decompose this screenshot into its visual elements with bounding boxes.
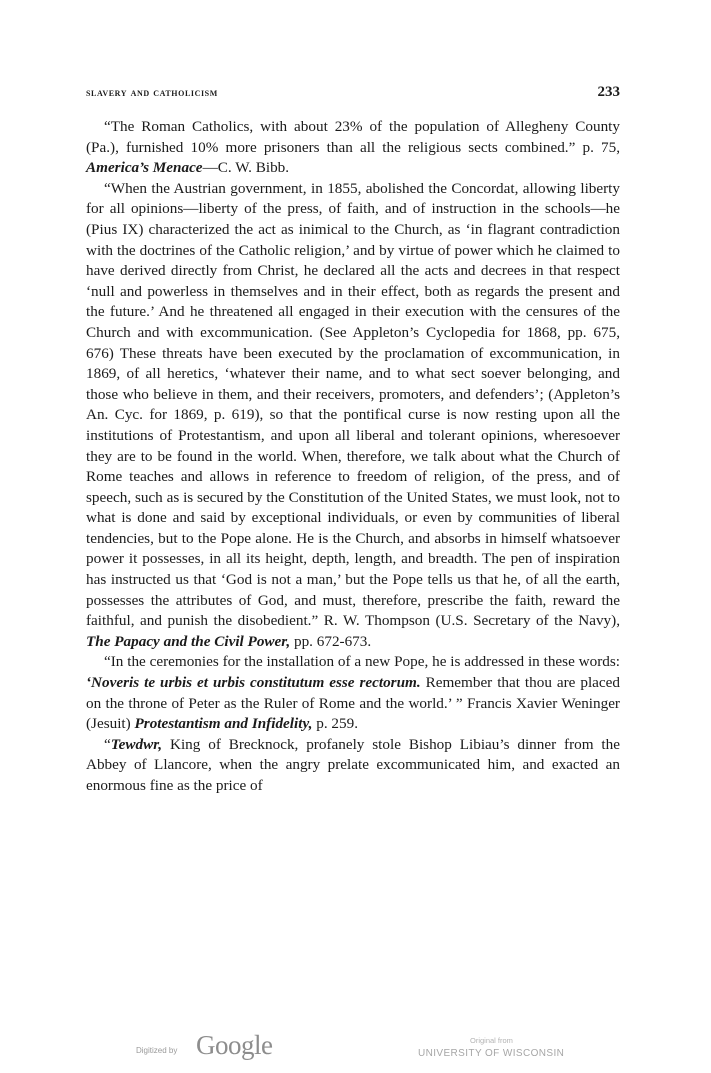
text-segment: —C. W. Bibb. [202, 159, 290, 177]
text-segment: “ [104, 735, 111, 753]
google-logo: Google [196, 1030, 273, 1060]
paragraph-bibb-quote [86, 117, 620, 179]
name-tewdwr: Tewdwr, [110, 735, 163, 753]
digitized-by-label: Digitized by [136, 1046, 178, 1055]
university-label: UNIVERSITY OF WISCONSIN [418, 1048, 565, 1059]
book-title-americas-menace: America’s Menace [86, 159, 203, 177]
latin-phrase: ‘Noveris te urbis et urbis constitutum esse rectorum. [86, 674, 421, 692]
running-head [86, 84, 620, 101]
text-segment: p. 259. [312, 715, 358, 733]
text-segment: “In the ceremonies for the installation of a new Pope, he is addressed in these words: [104, 653, 620, 671]
book-title-protestantism-infidelity: Protestantism and Infidelity, [134, 715, 313, 733]
original-from-label: Original from [470, 1036, 513, 1045]
book-page [86, 84, 620, 797]
page-number: 233 [597, 84, 620, 100]
paragraph-weninger-quote [86, 652, 620, 734]
scan-watermark-footer [0, 1030, 711, 1070]
paragraph-thompson-quote [86, 179, 620, 653]
body-text [86, 117, 620, 797]
text-segment: pp. 672-673. [290, 632, 372, 650]
running-title: slavery and catholicism [86, 87, 218, 99]
text-segment: Remember that thou are placed on the throne of Peter as the Ruler of Rome and the world.’ ” Francis Xavier Weninger (Jesuit) [86, 674, 620, 733]
book-title-papacy-civil-power: The Papacy and the Civil Power, [86, 632, 291, 650]
paragraph-tewdwr [86, 735, 620, 797]
text-segment: “The Roman Catholics, with about 23% of the population of Allegheny County (Pa.), furnished 10% more prisoners than all the religious sects combined.” p. 75, [86, 118, 620, 156]
text-segment: King of Brecknock, profanely stole Bishop Libiau’s dinner from the Abbey of Llancore, when the angry prelate excommunicated him, and exacted an enormous fine as the price of [86, 735, 620, 794]
text-segment: “When the Austrian government, in 1855, abolished the Concordat, allowing liberty for all opinions—liberty of the press, of faith, and of instruction in the schools—he (Pius IX) characterized the act as inimical to the Church, as ‘in flagrant contradiction with the doctrines of the Catholic religion,’ and by virtue of power which he claimed to have derived directly from Christ, he declared all the acts and decrees in that respect ‘null and powerless in themselves and in their effect, both as regards the present and the future.’ And he threatened all engaged in their execution with the censures of the Church and with excommunication. (See Appleton’s Cyclopedia for 1868, pp. 675, 676) These threats have been executed by the proclamation of excommunication, in 1869, of all heretics, ‘whatever their name, and to what sect soever belonging, and those who believe in them, and their receivers, promoters, and defenders’; (Appleton’s An. Cyc. for 1869, p. 619), so that the pontifical curse is now resting upon all the institutions of Protestantism, and upon all liberal and tolerant opinions, wheresoever they are to be found in the world. When, therefore, we talk about what the Church of Rome teaches and allows in reference to freedom of religion, of the press, and of speech, such as is secured by the Constitution of the United States, we must look, not to what is done and said by exceptional individuals, or even by communities of liberal tendencies, but to the Pope alone. He is the Church, and absorbs in himself whatsoever power it possesses, in all its height, depth, length, and breadth. The pen of inspiration has instructed us that ‘God is not a man,’ but the Pope tells us that he, of all the earth, possesses the attributes of God, and must, therefore, prescribe the faith, reward the faithful, and punish the disobedient.” R. W. Thompson (U.S. Secretary of the Navy), [86, 179, 620, 630]
